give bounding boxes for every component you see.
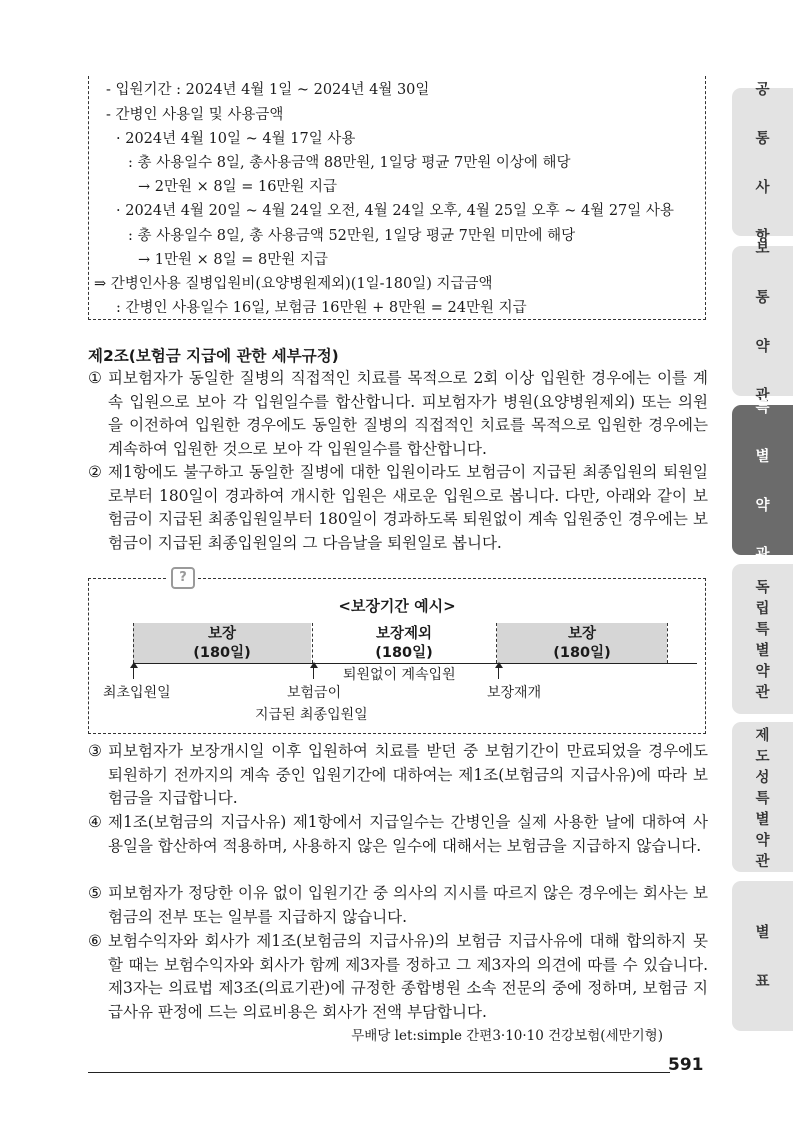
period-days: (180일)	[193, 645, 251, 661]
paragraph-5	[88, 882, 708, 929]
tab-char: 별	[755, 811, 770, 828]
period-label: 보장	[567, 626, 596, 642]
period-divider	[133, 623, 134, 663]
paragraph-text: 피보험자가 정당한 이유 없이 입원기간 중 의사의 지시를 따르지 않은 경우에는 회사는 보험금의 전부 또는 일부를 지급하지 않습니다.	[108, 884, 708, 926]
example-line: → 1만원 × 8일 = 8만원 지급	[138, 252, 328, 268]
label-paid-line2: 지급된 최종입원일	[255, 707, 368, 723]
tab-char: 약	[755, 498, 770, 514]
coverage-period-diagram	[88, 578, 706, 734]
label-continued: 퇴원없이 계속입원	[343, 667, 456, 683]
example-line: : 간병인 사용일수 16일, 보험금 16만원 + 8만원 = 24만원 지급	[116, 300, 527, 316]
label-paid-line1: 보험금이	[287, 685, 342, 701]
example-line: ⇒ 간병인사용 질병입원비(요양병원제외)(1일-180일) 지급금액	[94, 276, 493, 292]
paragraph-number: ④	[88, 813, 102, 831]
tab-char: 특	[755, 790, 770, 807]
side-tab-common[interactable]	[732, 82, 793, 245]
question-badge	[168, 566, 196, 590]
timeline-axis	[133, 663, 697, 664]
tab-char: 별	[755, 925, 770, 941]
footer-product-name: 무배당 let:simple 간편3·10·10 건강보험(세만기형)	[351, 1028, 663, 1044]
example-line: : 총 사용일수 8일, 총사용금액 88만원, 1일당 평균 7만원 이상에 해당	[128, 155, 571, 171]
tab-char: 성	[755, 769, 770, 786]
tab-char: 특	[755, 400, 770, 416]
arrow-up-icon	[133, 663, 134, 679]
paragraph-text: 피보험자가 보장개시일 이후 입원하여 치료를 받던 중 보험기간이 만료되었을 경우에도 퇴원하기 전까지의 계속 중인 입원기간에 대하여는 제1조(보험금의 지급사유)에 따라 보험금을 지급합니다.	[108, 742, 708, 807]
period-coverage-2	[497, 623, 667, 663]
example-line: · 2024년 4월 20일 ~ 4월 24일 오전, 4월 24일 오후, 4월 25일 오후 ~ 4월 27일 사용	[116, 203, 674, 219]
tab-char: 제	[755, 727, 770, 744]
tab-char: 통	[755, 131, 770, 147]
example-line: : 총 사용일수 8일, 총 사용금액 52만원, 1일당 평균 7만원 미만에 해당	[128, 228, 576, 244]
paragraph-number: ②	[88, 463, 102, 481]
period-days: (180일)	[553, 645, 611, 661]
label-first-admission: 최초입원일	[103, 685, 171, 701]
period-divider	[667, 623, 668, 663]
paragraph-number: ⑥	[88, 932, 102, 950]
example-line: → 2만원 × 8일 = 16만원 지급	[138, 179, 338, 195]
tab-char: 보	[755, 241, 770, 257]
tab-char: 통	[755, 290, 770, 306]
diagram-title: <보장기간 예시>	[338, 597, 456, 615]
period-days: (180일)	[375, 645, 433, 661]
arrow-up-icon	[313, 663, 314, 679]
tab-char: 별	[755, 643, 770, 659]
side-tab-general-terms[interactable]	[732, 241, 793, 404]
example-line: · 2024년 4월 10일 ~ 4월 17일 사용	[116, 131, 356, 147]
tab-char: 관	[755, 853, 770, 870]
tab-char: 립	[755, 601, 770, 617]
tab-char: 별	[755, 449, 770, 465]
tab-char: 표	[755, 974, 770, 990]
tab-char: 도	[755, 748, 770, 765]
side-tab-institutional-special-terms[interactable]	[732, 722, 793, 872]
tab-char: 특	[755, 622, 770, 638]
arrow-up-icon	[498, 663, 499, 679]
side-tab-special-terms[interactable]	[732, 400, 793, 563]
paragraph-number: ①	[88, 369, 102, 387]
paragraph-1	[88, 367, 708, 461]
tab-char: 약	[755, 339, 770, 355]
question-icon: ?	[171, 567, 195, 589]
tab-char: 항	[755, 229, 770, 245]
tab-char: 관	[755, 547, 770, 563]
side-tab-appendix[interactable]	[732, 881, 793, 1031]
footer-divider	[88, 1072, 670, 1073]
tab-char: 사	[755, 180, 770, 196]
period-excluded	[313, 623, 495, 663]
paragraph-number: ⑤	[88, 884, 102, 902]
paragraph-2	[88, 461, 708, 555]
tab-char: 약	[755, 664, 770, 680]
tab-char: 독	[755, 580, 770, 596]
tab-char: 약	[755, 832, 770, 849]
section-title: 제2조(보험금 지급에 관한 세부규정)	[88, 347, 339, 365]
period-divider	[312, 623, 313, 663]
period-coverage-1	[133, 623, 311, 663]
tab-char: 관	[755, 685, 770, 701]
paragraph-text: 제1조(보험금의 지급사유) 제1항에서 지급일수는 간병인을 실제 사용한 날에 대하여 사용일을 합산하여 적용하며, 사용하지 않은 일수에 대해서는 보험금을 지급하지 않습니다.	[108, 813, 708, 855]
page-number: 591	[668, 1055, 704, 1075]
paragraph-6	[88, 930, 708, 1024]
period-label: 보장제외	[375, 626, 433, 642]
paragraph-text: 보험수익자와 회사가 제1조(보험금의 지급사유)의 보험금 지급사유에 대해 합의하지 못할 때는 보험수익자와 회사가 함께 제3자를 정하고 그 제3자의 의견에 따를 수 있습니다. 제3자는 의료법 제3조(의료기관)에 규정한 종합병원 소속 전문의 중에 정하며, 보험금 지급사유 판정에 드는 의료비용은 회사가 전액 부담합니다.	[108, 932, 708, 1021]
paragraph-text: 제1항에도 불구하고 동일한 질병에 대한 입원이라도 보험금이 지급된 최종입원의 퇴원일로부터 180일이 경과하여 개시한 입원은 새로운 입원으로 봅니다. 다만, 아래와 같이 보험금이 지급된 최종입원일부터 180일이 경과하도록 퇴원없이 계속 입원중인 경우에는 보험금이 지급된 최종입원일의 그 다음날을 퇴원일로 봅니다.	[108, 463, 708, 552]
paragraph-number: ③	[88, 742, 102, 760]
tab-char: 공	[755, 82, 770, 98]
example-line: - 간병인 사용일 및 사용금액	[106, 107, 284, 123]
period-divider	[496, 623, 497, 663]
example-line: - 입원기간 : 2024년 4월 1일 ~ 2024년 4월 30일	[106, 82, 430, 98]
period-label: 보장	[207, 626, 236, 642]
paragraph-text: 피보험자가 동일한 질병의 직접적인 치료를 목적으로 2회 이상 입원한 경우에는 이를 계속 입원으로 보아 각 입원일수를 합산합니다. 피보험자가 병원(요양병원제외) 또는 의원을 이전하여 입원한 경우에도 동일한 질병의 직접적인 치료를 목적으로 입원한 경우에는 계속하여 입원한 것으로 보아 각 입원일수를 합산합니다.	[108, 369, 708, 458]
paragraph-3	[88, 740, 708, 811]
side-tab-independent-special-terms[interactable]	[732, 564, 793, 714]
tab-char: 관	[755, 388, 770, 404]
label-resume: 보장재개	[487, 685, 542, 701]
paragraph-4	[88, 811, 708, 858]
